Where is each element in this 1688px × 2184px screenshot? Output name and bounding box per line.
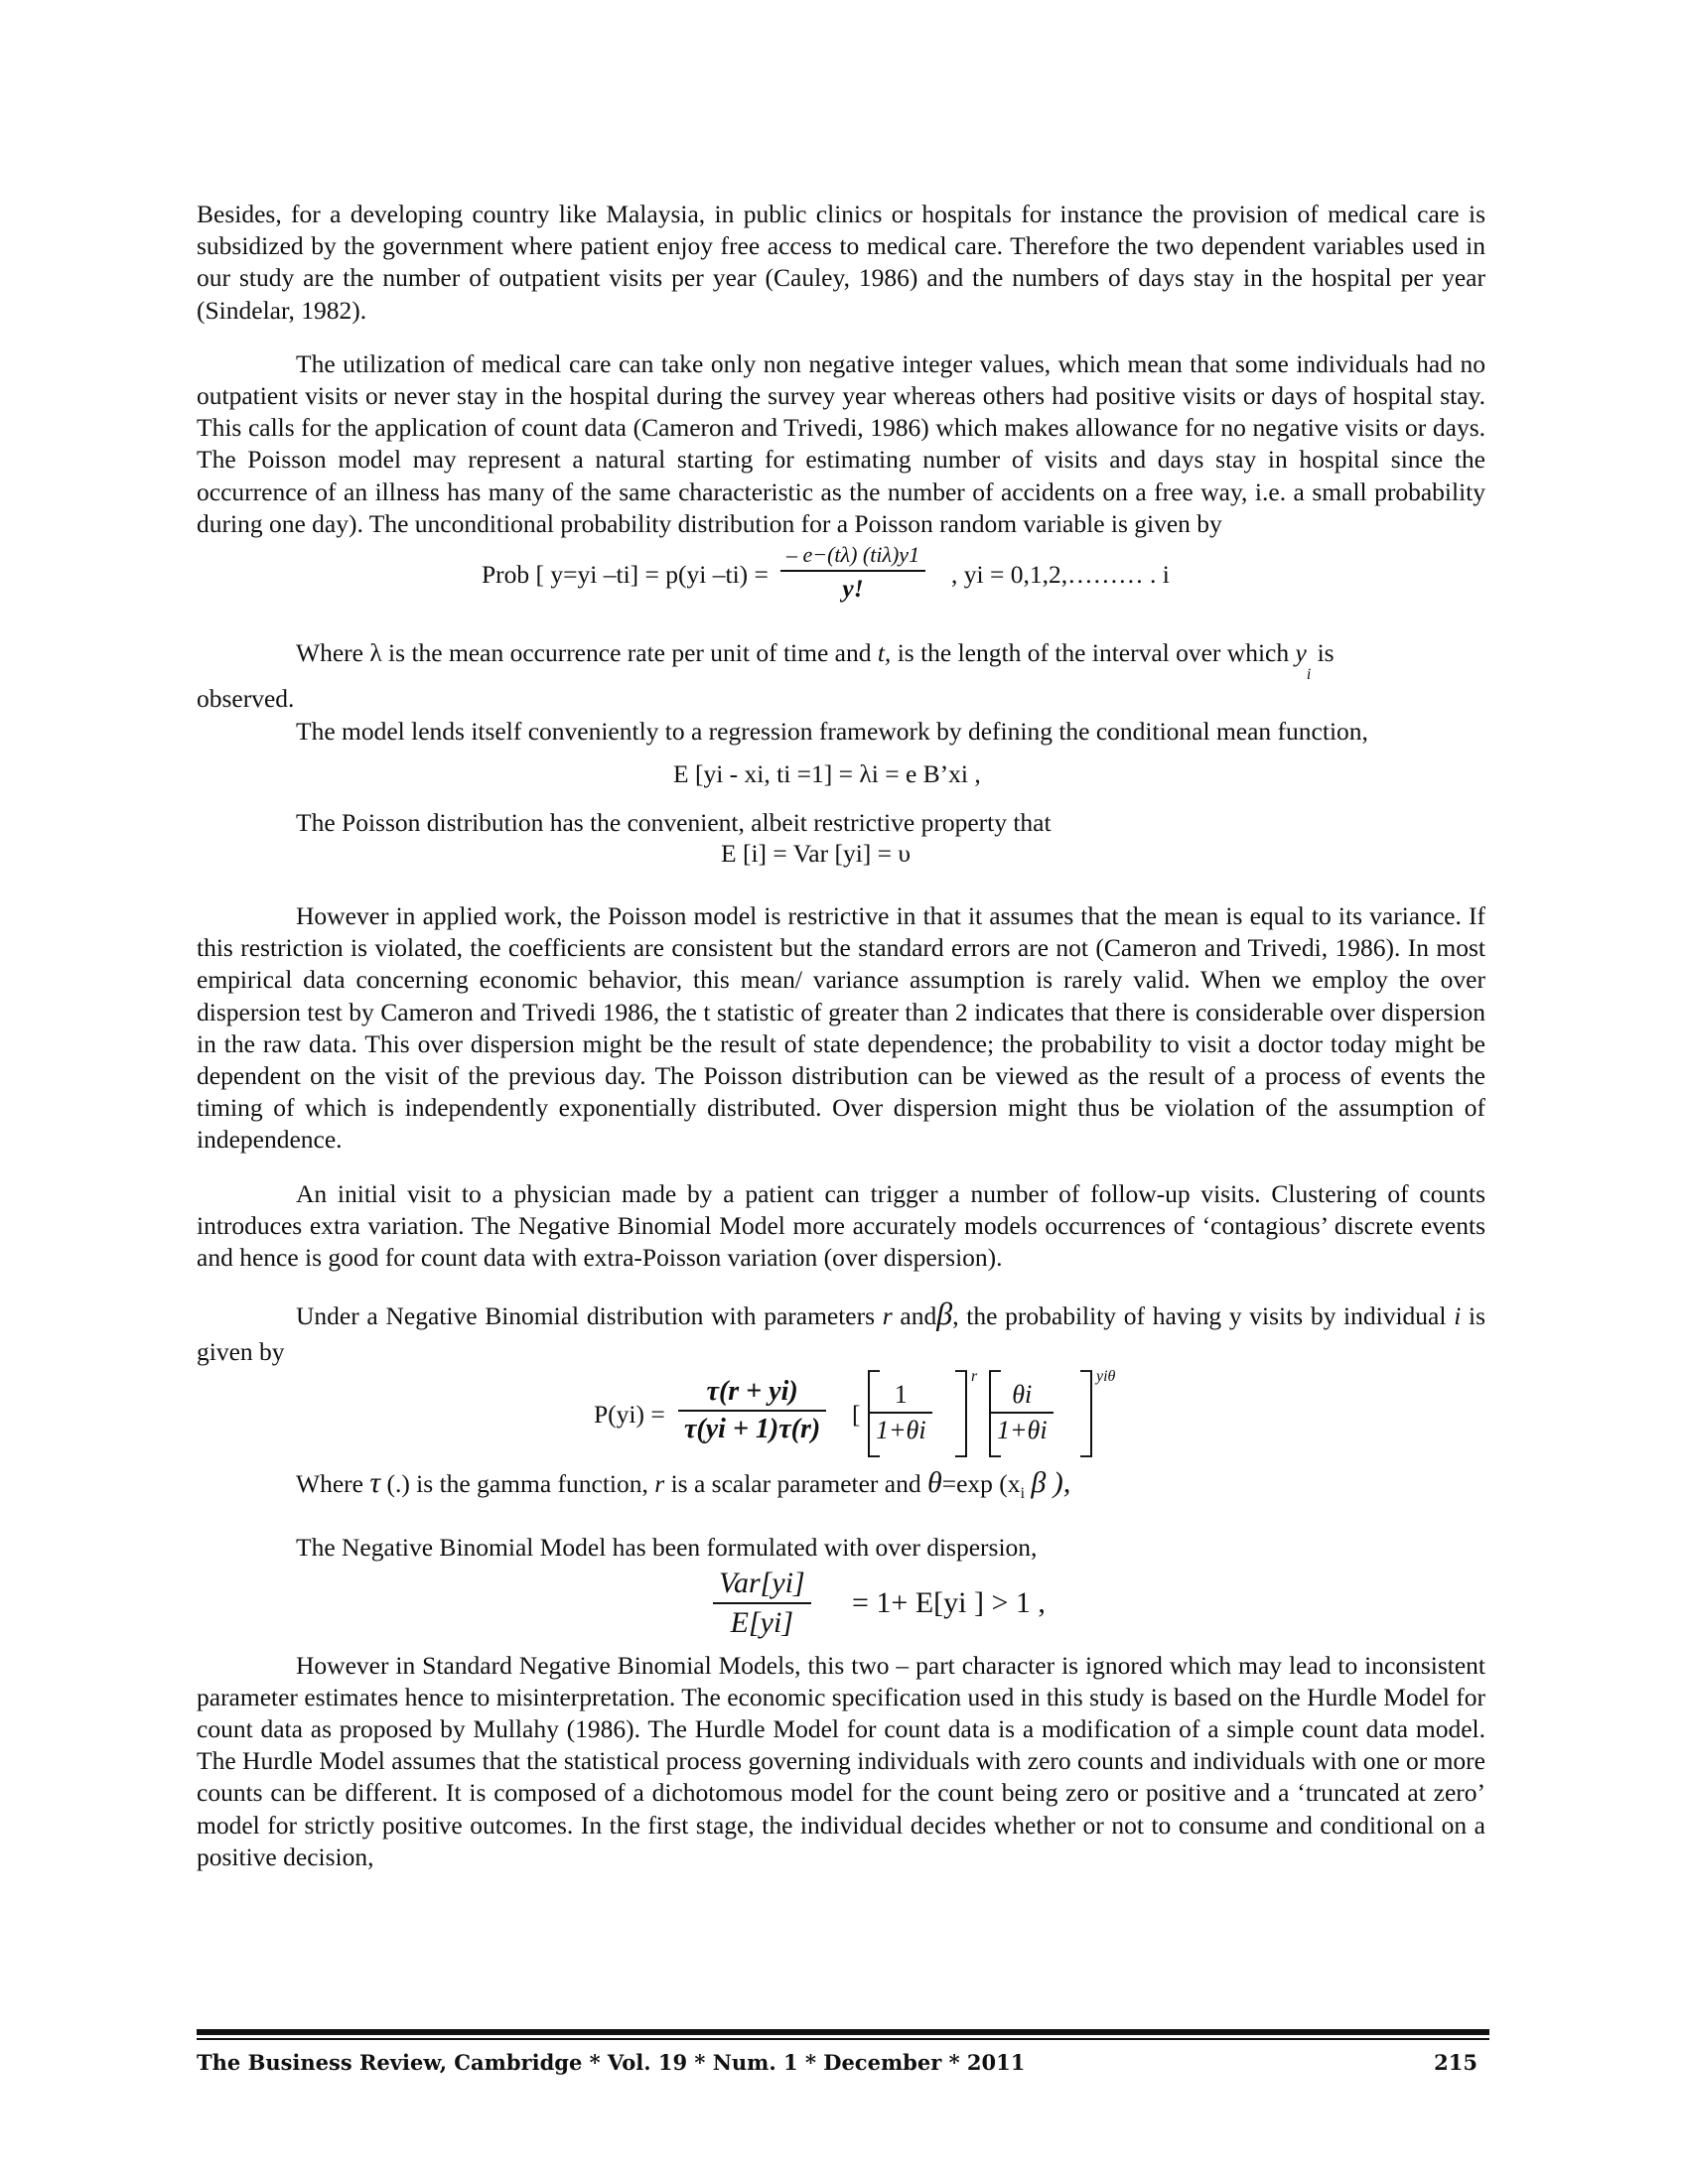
paragraph-9 bbox=[197, 1467, 1485, 1510]
page-number: 215 bbox=[1434, 2050, 1477, 2075]
equation-poisson bbox=[197, 542, 1485, 608]
and-text: and bbox=[900, 1301, 937, 1331]
poisson-denominator: y! bbox=[842, 574, 864, 604]
paragraph-6: However in applied work, the Poisson model is restrictive in that it assumes that the mean is equal to its variance. If this restriction is violated, the coefficients are consistent but the standard errors are not (Cameron and Trivedi, 1986). In most empirical data concerning economic behavior, this mean/ variance assumption is rarely valid. When we employ the over dispersion test by Cameron and Trivedi 1986, the t statistic of greater than 2 indicates that there is considerable over dispersion in the raw data. This over dispersion might be the result of state dependence; the probability to visit a doctor today might be dependent on the visit of the previous day. The Poisson distribution can be viewed as the result of a process of events the timing of which is independently exponentially distributed. Over dispersion might thus be violation of the assumption of independence. bbox=[197, 900, 1485, 1155]
nb-exponent-r: r bbox=[971, 1368, 978, 1386]
nb-frac2-numerator: θi bbox=[991, 1380, 1054, 1414]
symbol-r: r bbox=[882, 1301, 893, 1331]
equation-property bbox=[197, 839, 1485, 873]
symbol-x-sub: i bbox=[1020, 1485, 1025, 1503]
symbol-y-sub: i bbox=[1306, 666, 1312, 684]
nb-frac1-denominator: 1+θi bbox=[876, 1416, 926, 1445]
nb-lhs: P(yi) = bbox=[594, 1400, 665, 1430]
paragraph-2: The utilization of medical care can take only non negative integer values, which mean that some individuals had no outpatient visits or never stay in the hospital during the survey year whereas others had positive visits or days of hospital stay. This calls for the application of count data (Cameron and Trivedi, 1986) which makes allowance for no negative visits or days. The Poisson model may represent a natural starting for estimating number of visits and days stay in hospital since the occurrence of an illness has many of the same characteristic as the number of accidents on a free way, i.e. a small probability during one day). The unconditional probability distribution for a Poisson random variable is given by bbox=[197, 348, 1485, 538]
footer-rule-thin bbox=[197, 2038, 1489, 2040]
nb-numerator: τ(r + yi) bbox=[678, 1376, 826, 1412]
overdisp-denominator: E[yi] bbox=[730, 1605, 793, 1639]
equation-over-dispersion bbox=[197, 1565, 1485, 1650]
footer-rule-thick bbox=[197, 2029, 1489, 2035]
symbol-r-2: r bbox=[654, 1469, 665, 1499]
poisson-lhs: Prob [ y=yi –ti] = p(yi –ti) = bbox=[482, 560, 769, 590]
is-text: is bbox=[1317, 638, 1335, 668]
page-footer bbox=[197, 2029, 1489, 2075]
paragraph-4: The model lends itself conveniently to a regression framework by defining the conditional mean function, bbox=[296, 716, 1368, 746]
nb-prob-text: , the probability of having y visits by individual bbox=[952, 1301, 1447, 1331]
symbol-tau: τ bbox=[369, 1466, 381, 1500]
symbol-beta: β bbox=[936, 1296, 953, 1332]
symbol-beta-close: β ), bbox=[1031, 1466, 1071, 1500]
symbol-i: i bbox=[1454, 1301, 1462, 1331]
nb-exponent-yitheta: yiθ bbox=[1096, 1368, 1116, 1386]
where-lambda-text: Where λ is the mean occurrence rate per unit of time and bbox=[296, 638, 872, 668]
gamma-function-text: (.) is the gamma function, bbox=[386, 1469, 648, 1499]
symbol-theta: θ bbox=[926, 1466, 942, 1500]
nb-frac1-numerator: 1 bbox=[870, 1380, 932, 1414]
paragraph-8 bbox=[197, 1296, 1485, 1370]
where-gamma-text: Where bbox=[296, 1469, 363, 1499]
conditional-mean-text: E [yi - xi, ti =1] = λi = e B’xi , bbox=[673, 758, 981, 788]
paragraph-7: An initial visit to a physician made by a patient can trigger a number of follow-up visits. Clustering of counts introduces extra variation. The Negative Binomial Model more accurately models occurrences of ‘contagious’ discrete events and hence is good for count data with extra-Poisson variation (over dispersion). bbox=[197, 1178, 1485, 1272]
paragraph-11: However in Standard Negative Binomial Models, this two – part character is ignored which may lead to inconsistent parameter estimates hence to misinterpretation. The economic specification used in this study is based on the Hurdle Model for count data as proposed by Mullahy (1986). The Hurdle Model for count data is a modification of a simple count data model. The Hurdle Model assumes that the statistical process governing individuals with zero counts and individuals with one or more counts can be different. It is composed of a dichotomous model for the count being zero or positive and a ‘truncated at zero’ model for strictly positive outcomes. In the first stage, the individual decides whether or not to consume and conditional on a positive decision, bbox=[197, 1650, 1485, 1871]
paragraph-3-cont: observed. bbox=[197, 684, 295, 714]
nb-denominator: τ(yi + 1)τ(r) bbox=[684, 1414, 821, 1445]
exp-text: =exp (x bbox=[941, 1469, 1021, 1499]
overdisp-numerator: Var[yi] bbox=[713, 1567, 811, 1604]
paragraph-10: The Negative Binomial Model has been formulated with over dispersion, bbox=[296, 1533, 1038, 1563]
scalar-text: is a scalar parameter and bbox=[670, 1469, 921, 1499]
symbol-t: t, bbox=[877, 638, 892, 668]
paragraph-3 bbox=[197, 637, 1485, 684]
equation-conditional-mean bbox=[197, 757, 1485, 797]
poisson-rhs: , yi = 0,1,2,……… . i bbox=[951, 560, 1170, 590]
nb-frac2-denominator: 1+θi bbox=[997, 1416, 1048, 1445]
page-body bbox=[197, 199, 1485, 1873]
overdisp-rhs: = 1+ E[yi ] > 1 , bbox=[852, 1585, 1046, 1619]
given-by-text: is given by bbox=[197, 1301, 1486, 1367]
paragraph-1: Besides, for a developing country like Malaysia, in public clinics or hospitals for instance the provision of medical care is subsidized by the government where patient enjoy free access to medical care. Therefore the two dependent variables used in our study are the number of outpatient visits per year (Cauley, 1986) and the numbers of days stay in the hospital per year (Sindelar, 1982). bbox=[197, 200, 1485, 325]
equation-negative-binomial: P(yi) = $\frac{\tau(r + yi)}{\tau(yi + 1)\tau(r)}$ [ $\frac{1}{1+\theta i}$ r $\frac{\theta i}{1+\theta i}$ yiθ bbox=[197, 1370, 1485, 1465]
property-text: E [i] = Var [yi] = υ bbox=[721, 838, 912, 868]
nb-intro-text: Under a Negative Binomial distribution with parameters bbox=[296, 1301, 876, 1331]
interval-text: is the length of the interval over which bbox=[897, 638, 1290, 668]
symbol-y: y bbox=[1295, 638, 1307, 668]
poisson-numerator: – e−(tλ) (tiλ)y1 bbox=[780, 542, 925, 572]
journal-citation: The Business Review, Cambridge * Vol. 19 * Num. 1 * December * 2011 bbox=[197, 2050, 1026, 2075]
paragraph-5: The Poisson distribution has the convenient, albeit restrictive property that bbox=[296, 807, 1052, 837]
